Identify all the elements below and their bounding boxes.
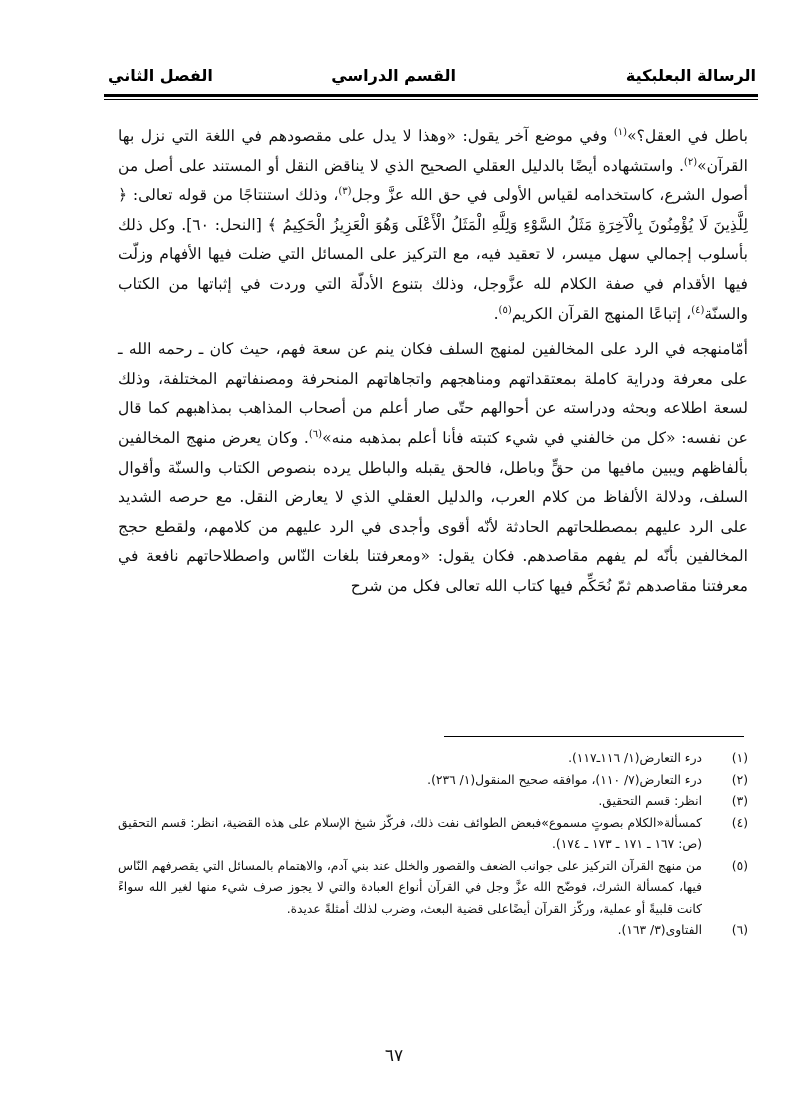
footnote-number: (٥) [731, 858, 748, 873]
footnote-number: (٦) [731, 923, 748, 937]
footnote-item [118, 813, 748, 856]
footnote-text: درء التعارض(٧/ ١١٠)، موافقه صحيح المنقول(١/ ٢٣٦). [427, 772, 702, 787]
text-run: . [493, 304, 499, 323]
text-run: ، وذلك استنتاجًا من قوله تعالى: ﴿ لِلَّذِينَ لَا يُؤْمِنُونَ بِالْآخِرَةِ مَثَلُ السَّوْءِ وَلِلَّهِ الْمَثَلُ الْأَعْلَى وَهُوَ الْعَزِيزُ الْحَكِيمُ ﴾ [النحل: ٦٠]. وكل ذلك بأسلوب إجمالي سهل ميسر، لا تعقيد فيه، مع التركيز على المسائل التي ضلت فيها الأفهام وزلّت فيها الأقدام في صفة الكلام لله عزَّوجل، وذلك بتنوع الأدلّة التي وردت في إثباتها من الكتاب والسنّة [118, 186, 748, 323]
text-run: . وكان يعرض منهج المخالفين بألفاظهم ويبين مافيها من حقٍّ وباطل، فالحق يقبله والباطل يرده بنصوص الكتاب والسنّة وأقوال السلف، ودلالة الألفاظ من كلام العرب، والدليل العقلي الذي لا يعارض النقل. مع حرصه الشديد على الرد عليهم بمصطلحاتهم الحادثة لأنّه أقوى وأجدى في الرد عليهم من كلامهم، ولقطع حجج المخالفين بأنّه لم يفهم مقاصدهم. فكان يقول: «ومعرفتنا بلغات النّاس واصطلاحاتهم نافعة في معرفتنا مقاصدهم ثمّ نُحَكِّم فيها كتاب الله تعالى فكل من شرح [118, 428, 748, 595]
footnote-ref-2: (٢) [683, 156, 698, 168]
text-run: أمّامنهجه في الرد على المخالفين لمنهج السلف فكان ينم عن سعة فهم، حيث كان ـ رحمه الله ـ على معرفة ودراية كاملة بمعتقداتهم ومناهجهم واتجاهاتهم المنحرفة ومصنفاتهم المختلفة، وذلك لسعة اطلاعه وبحثه ودراسته عن أحوالهم حتّى صار أعلم من أصحاب المذاهب بمذاهبهم كما قال عن نفسه: «كل من خالفني في شيء كتبته فأنا أعلم بمذهبه منه» [118, 340, 748, 447]
main-text [118, 122, 748, 602]
paragraph-2 [118, 335, 748, 601]
footnote-ref-1: (١) [613, 126, 628, 138]
footnote-number: (١) [731, 751, 748, 765]
footnote-text: كمسألة«الكلام بصوتٍ مسموع»فبعض الطوائف نفت ذلك، فركّز شيخ الإسلام على هذه القضية، انظر: قسم التحقيق (ص: ١٦٧ ـ ١٧١ ـ ١٧٣ ـ ١٧٤). [118, 815, 702, 851]
footnote-ref-3: (٣) [338, 186, 352, 197]
paragraph-1 [118, 122, 748, 329]
text-run: . واستشهاده أيضًا بالدليل العقلي الصحيح الذي لا يناقض النقل أو المستند على أصل من أصول الشرع، كاستخدامه لقياس الأولى في حق الله عزَّ وجل [118, 156, 748, 205]
text-run: وفي موضع آخر يقول: «وهذا لا يدل على مقصودهم في اللغة التي نزل بها القرآن» [118, 127, 748, 175]
footnote-item [118, 748, 748, 770]
footnote-text: انظر: قسم التحقيق. [598, 794, 702, 808]
footnote-text: درء التعارض(١/ ١١٦ـ١١٧). [568, 751, 702, 765]
footnote-ref-4: (٤) [691, 304, 705, 316]
footnote-item [118, 856, 748, 921]
footnote-text: من منهج القرآن التركيز على جوانب الضعف والقصور والخلل عند بني آدم، والاهتمام بالمسائل التي يقصرفهم النّاس فيها، كمسألة الشرك، فوضّح الله عزَّ وجل في القرآن أنواع العبادة والتي لا يجوز صرف شيء منها لغير الله سواءً كانت قلبيةً أو عملية، وركّز القرآن أيضًاعلى قضية البعث، وضرب لذلك أمثلةً عديدة. [118, 858, 702, 916]
footnote-number: (٣) [731, 794, 748, 808]
text-run: ، إتباعًا المنهج القرآن الكريم [511, 304, 692, 323]
header-book-title: الرسالة البعلبكية [625, 66, 756, 85]
running-header [108, 62, 756, 92]
footnote-item [118, 920, 748, 942]
footnote-separator [444, 736, 744, 737]
footnotes [118, 748, 748, 942]
header-thick-rule [104, 94, 758, 97]
footnote-number: (٤) [731, 815, 748, 830]
footnote-text: الفتاوى(٣/ ١٦٣). [617, 923, 702, 937]
footnote-number: (٢) [731, 772, 748, 787]
page-number: ٦٧ [384, 1046, 404, 1066]
footnote-ref-5: (٥) [498, 304, 512, 316]
header-thin-rule [104, 99, 758, 100]
header-section-title: القسم الدراسي [331, 66, 456, 85]
footnote-item [118, 791, 748, 813]
footnote-ref-6: (٦) [308, 428, 323, 440]
header-chapter-title: الفصل الثاني [108, 66, 213, 85]
footnote-item [118, 770, 748, 792]
text-run: باطل في العقل؟» [627, 127, 748, 145]
